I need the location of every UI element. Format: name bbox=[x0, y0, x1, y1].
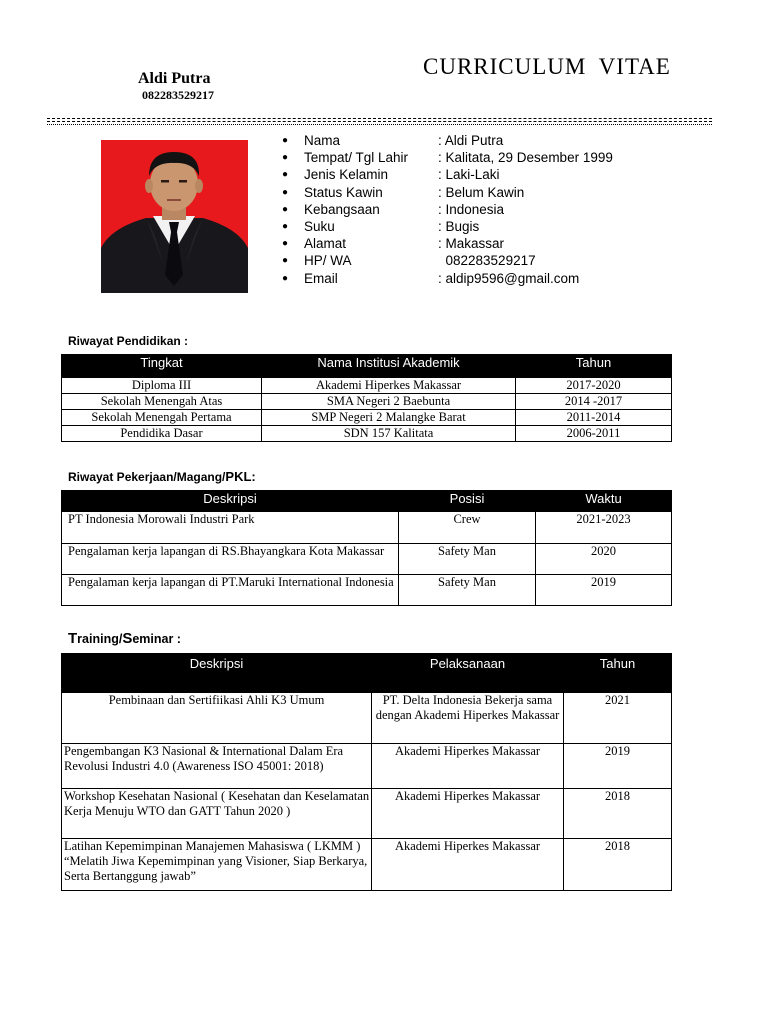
table-cell: Sekolah Menengah Pertama bbox=[62, 410, 262, 426]
training-title-t: T bbox=[68, 630, 78, 647]
personal-info-row bbox=[282, 235, 613, 252]
table-cell: 2018 bbox=[564, 789, 672, 839]
bullet-icon: ● bbox=[282, 169, 289, 181]
column-header: Tingkat bbox=[62, 355, 262, 378]
table-cell: 2020 bbox=[536, 544, 672, 575]
table-cell: Pendidika Dasar bbox=[62, 426, 262, 442]
personal-info-row bbox=[282, 201, 613, 218]
header-divider bbox=[47, 118, 712, 119]
work-title-main: Riwayat Pekerjaan/Magang/ bbox=[68, 470, 226, 484]
training-table bbox=[61, 653, 672, 891]
bullet-icon: ● bbox=[282, 221, 289, 233]
table-row bbox=[62, 410, 672, 426]
person-phone: 082283529217 bbox=[142, 88, 214, 102]
training-title-s: S bbox=[122, 630, 133, 647]
table-cell: 2019 bbox=[536, 575, 672, 606]
table-cell: PT Indonesia Morowali Industri Park bbox=[62, 512, 399, 544]
personal-info-list bbox=[282, 132, 613, 287]
table-cell: SMA Negeri 2 Baebunta bbox=[262, 394, 516, 410]
table-row bbox=[62, 789, 672, 839]
info-value: : Kalitata, 29 Desember 1999 bbox=[438, 150, 613, 166]
work-section-title bbox=[68, 469, 256, 484]
table-cell: Sekolah Menengah Atas bbox=[62, 394, 262, 410]
column-header: Nama Institusi Akademik bbox=[262, 355, 516, 378]
info-label: Kebangsaan bbox=[304, 201, 380, 217]
info-label: Tempat/ Tgl Lahir bbox=[304, 150, 409, 166]
table-header-row bbox=[62, 654, 672, 693]
table-cell: Pengembangan K3 Nasional & International Dalam Era Revolusi Industri 4.0 (Awareness ISO 45001: 2018) bbox=[62, 744, 372, 789]
table-cell: 2019 bbox=[564, 744, 672, 789]
training-title-eminar: eminar : bbox=[132, 632, 181, 646]
table-cell: Diploma III bbox=[62, 378, 262, 394]
table-cell: PT. Delta Indonesia Bekerja sama dengan Akademi Hiperkes Makassar bbox=[372, 693, 564, 744]
table-cell: Pembinaan dan Sertifiikasi Ahli K3 Umum bbox=[62, 693, 372, 744]
table-cell: Akademi Hiperkes Makassar bbox=[372, 744, 564, 789]
table-row bbox=[62, 575, 672, 606]
training-title-raining: raining/ bbox=[77, 632, 123, 646]
info-label: Suku bbox=[304, 219, 335, 235]
table-row bbox=[62, 512, 672, 544]
table-cell: Latihan Kepemimpinan Manajemen Mahasiswa ( LKMM ) “Melatih Jiwa Kepemimpinan yang Visioner, Siap Berkarya, Serta Bertanggung jawab” bbox=[62, 839, 372, 891]
table-cell: Akademi Hiperkes Makassar bbox=[372, 839, 564, 891]
bullet-icon: ● bbox=[282, 203, 289, 215]
column-header: Waktu bbox=[536, 491, 672, 512]
table-cell: Pengalaman kerja lapangan di RS.Bhayangkara Kota Makassar bbox=[62, 544, 399, 575]
table-row bbox=[62, 744, 672, 789]
table-row bbox=[62, 394, 672, 410]
info-value: : Indonesia bbox=[438, 201, 505, 217]
table-row bbox=[62, 693, 672, 744]
table-cell: 2018 bbox=[564, 839, 672, 891]
column-header: Deskripsi bbox=[62, 491, 399, 512]
column-header: Tahun bbox=[564, 654, 672, 693]
info-label: Nama bbox=[304, 133, 341, 148]
table-cell: SDN 157 Kalitata bbox=[262, 426, 516, 442]
column-header: Tahun bbox=[516, 355, 672, 378]
personal-info-row bbox=[282, 252, 613, 269]
document-title: CURRICULUM VITAE bbox=[423, 54, 671, 79]
info-value: : Belum Kawin bbox=[438, 184, 525, 200]
personal-info-row bbox=[282, 132, 613, 149]
header-divider bbox=[47, 121, 712, 122]
info-value: : Bugis bbox=[438, 219, 480, 235]
table-cell: Pengalaman kerja lapangan di PT.Maruki International Indonesia bbox=[62, 575, 399, 606]
column-header: Posisi bbox=[399, 491, 536, 512]
person-name: Aldi Putra bbox=[138, 70, 211, 87]
bullet-icon: ● bbox=[282, 272, 289, 284]
table-cell: Safety Man bbox=[399, 544, 536, 575]
info-label: HP/ WA bbox=[304, 253, 352, 269]
table-cell: Crew bbox=[399, 512, 536, 544]
bullet-icon: ● bbox=[282, 135, 289, 146]
bullet-icon: ● bbox=[282, 255, 289, 267]
table-cell: Workshop Kesehatan Nasional ( Kesehatan dan Keselamatan Kerja Menuju WTO dan GATT Tahun 2020 ) bbox=[62, 789, 372, 839]
table-row bbox=[62, 544, 672, 575]
info-label: Email bbox=[304, 270, 338, 286]
info-value: : Aldi Putra bbox=[438, 133, 504, 148]
table-header-row bbox=[62, 491, 672, 512]
personal-info-row bbox=[282, 184, 613, 201]
table-cell: SMP Negeri 2 Malangke Barat bbox=[262, 410, 516, 426]
table-cell: 2006-2011 bbox=[516, 426, 672, 442]
table-header-row bbox=[62, 355, 672, 378]
table-cell: 2021 bbox=[564, 693, 672, 744]
table-row bbox=[62, 426, 672, 442]
table-row bbox=[62, 839, 672, 891]
table-cell: Safety Man bbox=[399, 575, 536, 606]
info-label: Jenis Kelamin bbox=[304, 167, 389, 183]
personal-info-row bbox=[282, 149, 613, 166]
personal-info-row bbox=[282, 270, 613, 287]
info-value: 082283529217 bbox=[438, 253, 536, 269]
column-header: Deskripsi bbox=[62, 654, 372, 693]
table-row bbox=[62, 378, 672, 394]
bullet-icon: ● bbox=[282, 186, 289, 198]
training-section-title bbox=[68, 630, 181, 647]
table-cell: 2011-2014 bbox=[516, 410, 672, 426]
personal-info-row bbox=[282, 218, 613, 235]
table-cell: Akademi Hiperkes Makassar bbox=[262, 378, 516, 394]
work-table bbox=[61, 490, 672, 606]
info-value: : Makassar bbox=[438, 236, 505, 252]
education-section-title: Riwayat Pendidikan : bbox=[68, 334, 189, 348]
info-label: Status Kawin bbox=[304, 184, 383, 200]
profile-photo bbox=[101, 140, 248, 293]
bullet-icon: ● bbox=[282, 238, 289, 250]
column-header: Pelaksanaan bbox=[372, 654, 564, 693]
table-cell: 2014 -2017 bbox=[516, 394, 672, 410]
table-cell: Akademi Hiperkes Makassar bbox=[372, 789, 564, 839]
info-value: : aldip9596@gmail.com bbox=[438, 270, 580, 286]
work-title-pkl: PKL: bbox=[225, 469, 256, 484]
info-label: Alamat bbox=[304, 236, 347, 252]
table-cell: 2017-2020 bbox=[516, 378, 672, 394]
personal-info-row bbox=[282, 166, 613, 183]
education-table bbox=[61, 354, 672, 442]
header-divider bbox=[47, 124, 712, 125]
bullet-icon: ● bbox=[282, 152, 289, 164]
info-value: : Laki-Laki bbox=[438, 167, 500, 183]
table-cell: 2021-2023 bbox=[536, 512, 672, 544]
